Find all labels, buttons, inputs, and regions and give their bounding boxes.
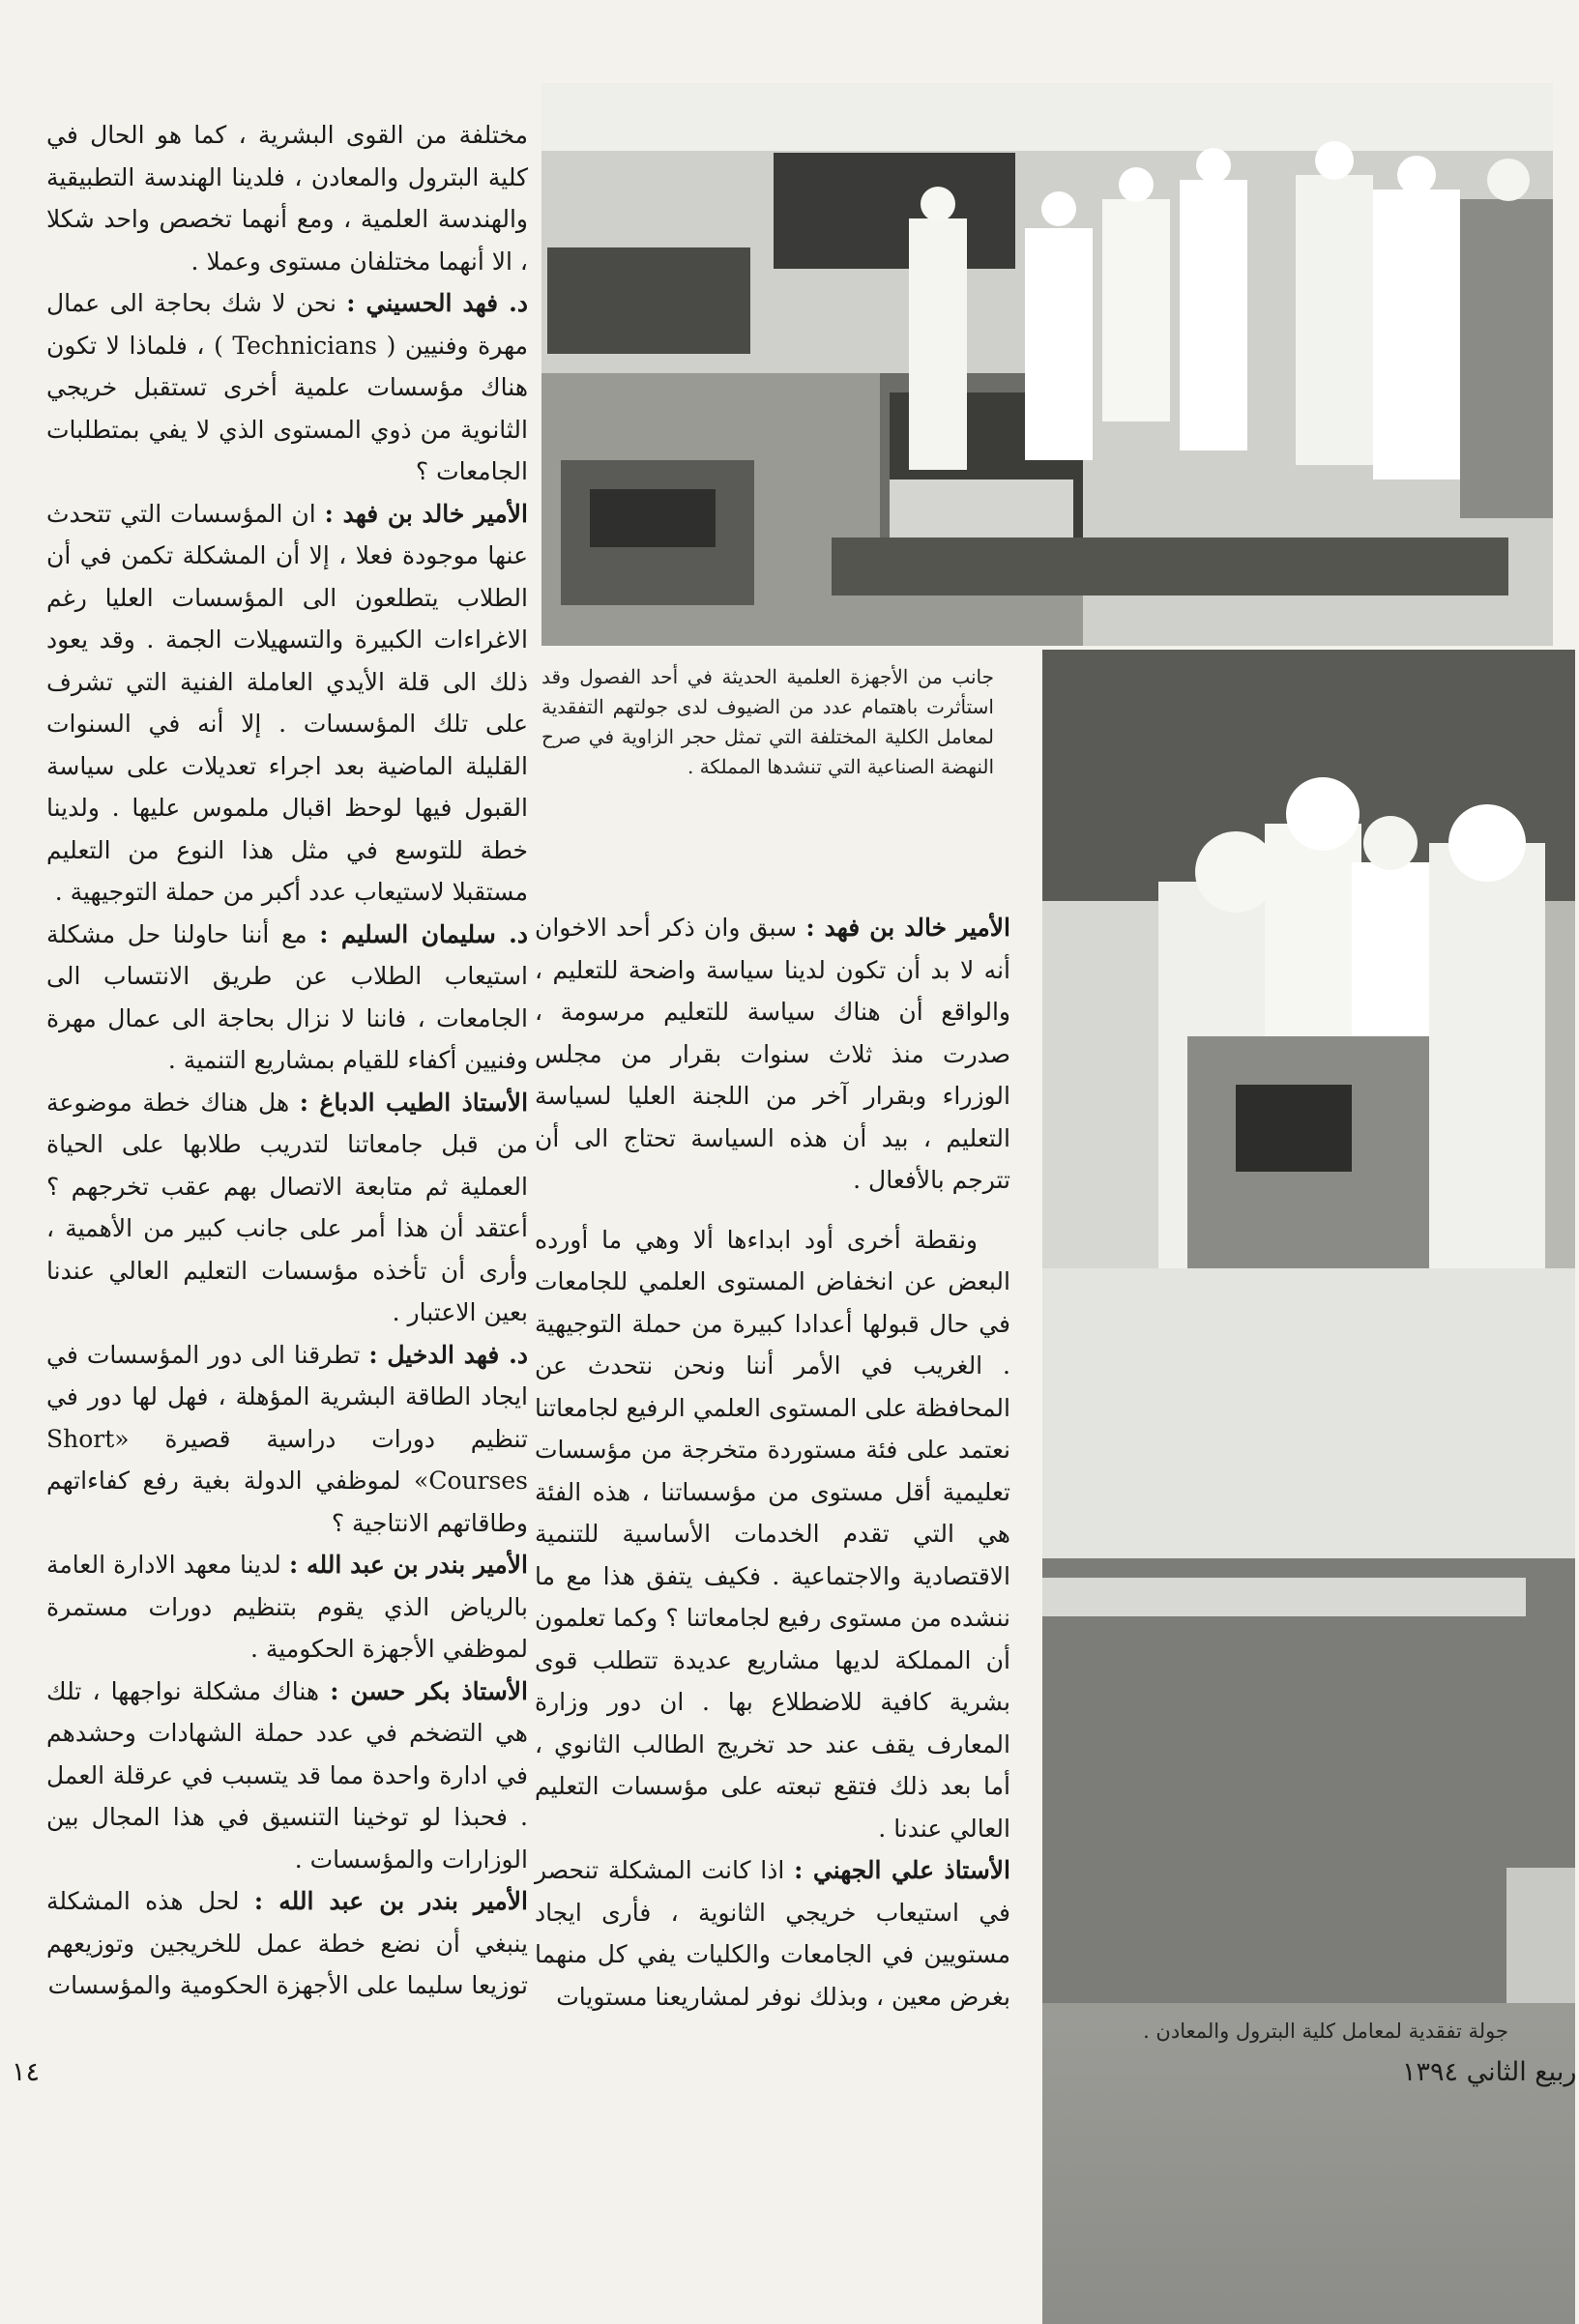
- paragraph: [46, 1334, 528, 1545]
- paragraph: [46, 914, 528, 1082]
- top-photo-caption: جانب من الأجهزة العلمية الحديثة في أحد الفصول وقد استأثرت باهتمام عدد من الضيوف لدى جولتهم التفقدية لمعامل الكلية المختلفة التي تمثل حجر الزاوية في صرح النهضة الصناعية التي تنشدها المملكة .: [541, 665, 994, 778]
- paragraph-text: لحل هذه المشكلة ينبغي أن نضع خطة عمل للخريجين وتوزيعهم توزيعا سليما على الأجهزة الحكومية والمؤسسات: [46, 1887, 528, 1999]
- paragraph-text: هل هناك خطة موضوعة من قبل جامعاتنا لتدريب طلابها على الحياة العملية ثم متابعة الاتصال بهم عقب تخرجهم ؟ أعتقد أن هذا أمر على جانب كبير من الأهمية ، وأرى أن تأخذه مؤسسات التعليم العالي عندنا بعين الاعتبار .: [46, 1088, 528, 1326]
- page-number: ١٤: [12, 2057, 41, 2087]
- paragraph: [46, 1544, 528, 1670]
- speaker-name: الأمير بندر بن عبد الله :: [253, 1887, 528, 1915]
- paragraph: [46, 493, 528, 914]
- paragraph-text: نحن لا شك بحاجة الى عمال مهرة وفنيين ( Technicians ) ، فلماذا لا تكون هناك مؤسسات علمية أخرى تستقبل خريجي الثانوية من ذوي المستوى الذي لا يفي بمتطلبات الجامعات ؟: [46, 289, 528, 485]
- paragraph: [46, 114, 528, 282]
- speaker-name: الأمير خالد بن فهد :: [324, 499, 528, 528]
- paragraph-text: هناك مشكلة نواجهها ، تلك هي التضخم في عدد حملة الشهادات وحشدهم في ادارة واحدة مما قد يتسبب في عرقلة العمل . فحبذا لو توخينا التنسيق في هذا المجال بين الوزارات والمؤسسات .: [46, 1676, 528, 1874]
- paragraph-text: مع أننا حاولنا حل مشكلة استيعاب الطلاب عن طريق الانتساب الى الجامعات ، فاننا لا نزال بحاجة الى عمال مهرة وفنيين أكفاء للقيام بمشاريع التنمية .: [46, 919, 528, 1074]
- speaker-name: الأمير بندر بن عبد الله :: [288, 1551, 528, 1579]
- article-column-left: [46, 114, 528, 2007]
- paragraph: [535, 1849, 1010, 2018]
- paragraph: [46, 1880, 528, 2007]
- paragraph: [535, 907, 1010, 1202]
- speaker-name: الأستاذ علي الجهني :: [794, 1856, 1011, 1884]
- paragraph-text: سبق وان ذكر أحد الاخوان أنه لا بد أن تكون لدينا سياسة واضحة للتعليم ، والواقع أن هناك سياسة للتعليم مرسومة ، صدرت منذ ثلاث سنوات بقرار من مجلس الوزراء وبقرار آخر من اللجنة العليا لسياسة التعليم ، بيد أن هذه السياسة تحتاج الى أن تترجم بالأفعال .: [535, 914, 1010, 1194]
- paragraph: [46, 1670, 528, 1881]
- speaker-name: الأستاذ الطيب الدباغ :: [299, 1088, 529, 1117]
- bottom-photo-caption: جولة تفقدية لمعامل كلية البترول والمعادن .: [1143, 2019, 1508, 2043]
- paragraph: [46, 282, 528, 493]
- speaker-name: د. سليمان السليم :: [319, 919, 528, 948]
- speaker-name: الأمير خالد بن فهد :: [805, 914, 1010, 942]
- speaker-name: د. فهد الدخيل :: [368, 1340, 529, 1369]
- speaker-name: د. فهد الحسيني :: [346, 289, 528, 317]
- paragraph-text: تطرقنا الى دور المؤسسات في ايجاد الطاقة البشرية المؤهلة ، فهل لها دور في تنظيم دورات دراسية قصيرة «Short Courses» لموظفي الدولة بغية رفع كفاءاتهم وطاقاتهم الانتاجية ؟: [46, 1340, 528, 1537]
- paragraph-text: ونقطة أخرى أود ابداءها ألا وهي ما أورده البعض عن انخفاض المستوى العلمي للجامعات في حال قبولها أعدادا كبيرة من حملة التوجيهية . الغريب في الأمر أننا ونحن نتحدث عن المحافظة على المستوى العلمي الرفيع لجامعاتنا نعتمد على فئة مستوردة متخرجة من مؤسسات تعليمية أقل مستوى من مؤسساتنا ، هذه الفئة هي التي تقدم الخدمات الأساسية للتنمية الاقتصادية والاجتماعية . فكيف يتفق هذا مع ما ننشده من مستوى رفيع لجامعاتنا ؟ وكما تعلمون أن المملكة لديها مشاريع عديدة تتطلب قوى بشرية كافية للاضطلاع بها . ان دور وزارة المعارف يقف عند حد تخريج الطالب الثانوي ، أما بعد ذلك فتقع تبعته على مؤسسات التعليم العالي عندنا .: [535, 1225, 1010, 1843]
- paragraph-text: اذا كانت المشكلة تنحصر في استيعاب خريجي الثانوية ، فأرى ايجاد مستويين في الجامعات والكليات يفي كل منهما بغرض معين ، وبذلك نوفر لمشاريعنا مستويات: [535, 1856, 1010, 2011]
- paragraph-text: لدينا معهد الادارة العامة بالرياض الذي يقوم بتنظيم دورات مستمرة لموظفي الأجهزة الحكومية .: [46, 1551, 528, 1663]
- paragraph-text: مختلفة من القوى البشرية ، كما هو الحال في كلية البترول والمعادن ، فلدينا الهندسة التطبيقية والهندسة العلمية ، ومع أنهما تخصص واحد شكلا ، الا أنهما مختلفان مستوى وعملا .: [46, 121, 528, 276]
- issue-date: ربيع الثاني ١٣٩٤: [1402, 2057, 1577, 2087]
- paragraph: [46, 1082, 528, 1334]
- article-column-middle: [535, 907, 1010, 2018]
- paragraph: [535, 1219, 1010, 1850]
- paragraph-text: ان المؤسسات التي تتحدث عنها موجودة فعلا ، إلا أن المشكلة تكمن في أن الطلاب يتطلعون الى المؤسسات العليا رغم الاغراءات الكبيرة والتسهيلات الجمة . وقد يعود ذلك الى قلة الأيدي العاملة الفنية التي تشرف على تلك المؤسسات . إلا أنه في السنوات القليلة الماضية بعد اجراء تعديلات على سياسة القبول فيها لوحظ اقبال ملموس عليها . ولدينا خطة للتوسع في مثل هذا النوع من التعليم مستقبلا لاستيعاب عدد أكبر من حملة التوجيهية .: [46, 499, 528, 906]
- speaker-name: الأستاذ بكر حسن :: [330, 1676, 528, 1705]
- laboratory-visit-photo: [541, 83, 1553, 646]
